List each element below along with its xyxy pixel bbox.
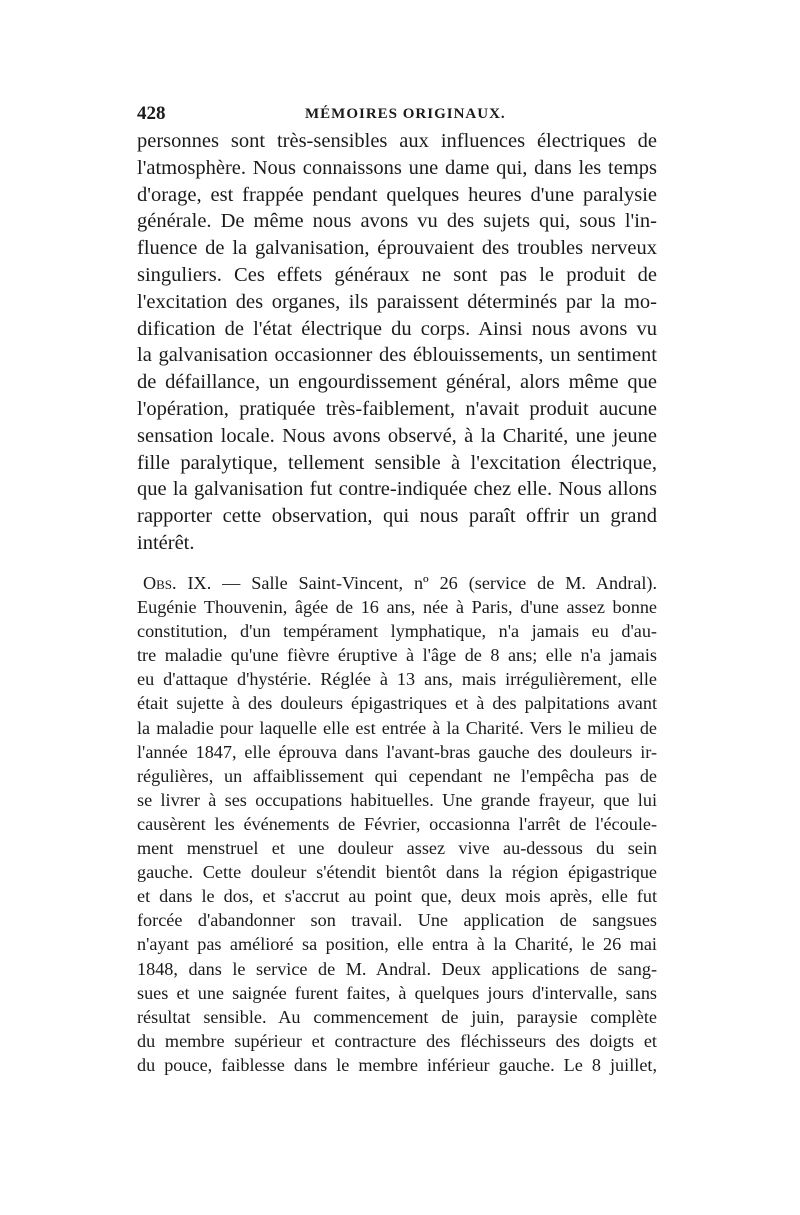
text-line: singuliers. Ces effets généraux ne sont pas le produit de	[137, 263, 657, 286]
text-line: ment menstruel et une douleur assez vive au-dessous du sein	[137, 838, 657, 859]
text-line: intérêt.	[137, 531, 195, 554]
text-line: fluence de la galvanisation, éprouvaient des troubles nerveux	[137, 237, 657, 260]
text-line: du membre supérieur et contracture des fléchisseurs des doigts et	[137, 1030, 657, 1051]
page-header	[137, 100, 657, 128]
text-line: l'opération, pratiquée très-faiblement, n'avait produit aucune	[137, 397, 657, 420]
text-line: l'atmosphère. Nous connaissons une dame qui, dans les temps	[137, 156, 657, 179]
text-line: se livrer à ses occupations habituelles. Une grande frayeur, que lui	[137, 789, 657, 810]
text-line: et dans le dos, et s'accrut au point que, deux mois après, elle fut	[137, 886, 657, 907]
text-line: générale. De même nous avons vu des sujets qui, sous l'in-	[137, 210, 657, 233]
text-line: d'orage, est frappée pendant quelques heures d'une paralysie	[137, 183, 657, 206]
text-line: personnes sont très-sensibles aux influences électriques de	[137, 130, 657, 152]
text-line: gauche. Cette douleur s'étendit bientôt dans la région épigastrique	[137, 862, 657, 883]
page-number: 428	[137, 103, 166, 124]
text-line: dification de l'état électrique du corps. Ainsi nous avons vu	[137, 317, 657, 340]
text-line: l'excitation des organes, ils paraissent déterminés par la mo-	[137, 290, 657, 313]
text-line: n'ayant pas amélioré sa position, elle entra à la Charité, le 26 mai	[137, 934, 657, 955]
observation-ix	[137, 571, 657, 1077]
text-line: la galvanisation occasionner des éblouissements, un sentiment	[137, 344, 657, 367]
text-line: fille paralytique, tellement sensible à l'excitation électrique,	[137, 451, 657, 474]
text-line: résultat sensible. Au commencement de juin, paraysie complète	[137, 1006, 657, 1027]
text-line: l'année 1847, elle éprouva dans l'avant-bras gauche des douleurs ir-	[137, 741, 657, 762]
text-line: sues et une saignée furent faites, à quelques jours d'intervalle, sans	[137, 982, 657, 1003]
text-line: que la galvanisation fut contre-indiquée chez elle. Nous allons	[137, 478, 657, 501]
text-line: de défaillance, un engourdissement général, alors même que	[137, 371, 657, 394]
text-line: rapporter cette observation, qui nous paraît offrir un grand	[137, 505, 657, 528]
text-line: du pouce, faiblesse dans le membre inférieur gauche. Le 8 juillet,	[137, 1054, 657, 1075]
text-line: forcée d'abandonner son travail. Une application de sangsues	[137, 910, 657, 931]
text-line: 1848, dans le service de M. Andral. Deux applications de sang-	[137, 958, 657, 979]
text-line: constitution, d'un tempérament lymphatique, n'a jamais eu d'au-	[137, 621, 657, 642]
text-line: régulières, un affaiblissement qui cependant ne l'empêcha pas de	[137, 765, 657, 786]
text-line: tre maladie qu'une fièvre éruptive à l'âge de 8 ans; elle n'a jamais	[137, 645, 657, 666]
text-line: causèrent les événements de Février, occasionna l'arrêt de l'écoule-	[137, 813, 657, 834]
observation-heading-line	[137, 571, 657, 595]
observation-heading-text: — Salle Saint-Vincent, nº 26 (service de M. Andral).	[211, 573, 657, 593]
text-line: la maladie pour laquelle elle est entrée à la Charité. Vers le milieu de	[137, 717, 657, 738]
text-line: Eugénie Thouvenin, âgée de 16 ans, née à Paris, d'une assez bonne	[137, 597, 657, 618]
paragraph-intro	[137, 128, 657, 557]
text-line: était sujette à des douleurs épigastriques et à des palpitations avant	[137, 693, 657, 714]
text-line: sensation locale. Nous avons observé, à la Charité, une jeune	[137, 424, 657, 447]
running-title: MÉMOIRES ORIGINAUX.	[305, 106, 506, 122]
text-line: eu d'attaque d'hystérie. Réglée à 13 ans, mais irrégulièrement, elle	[137, 669, 657, 690]
observation-label: Obs. IX.	[143, 573, 212, 593]
